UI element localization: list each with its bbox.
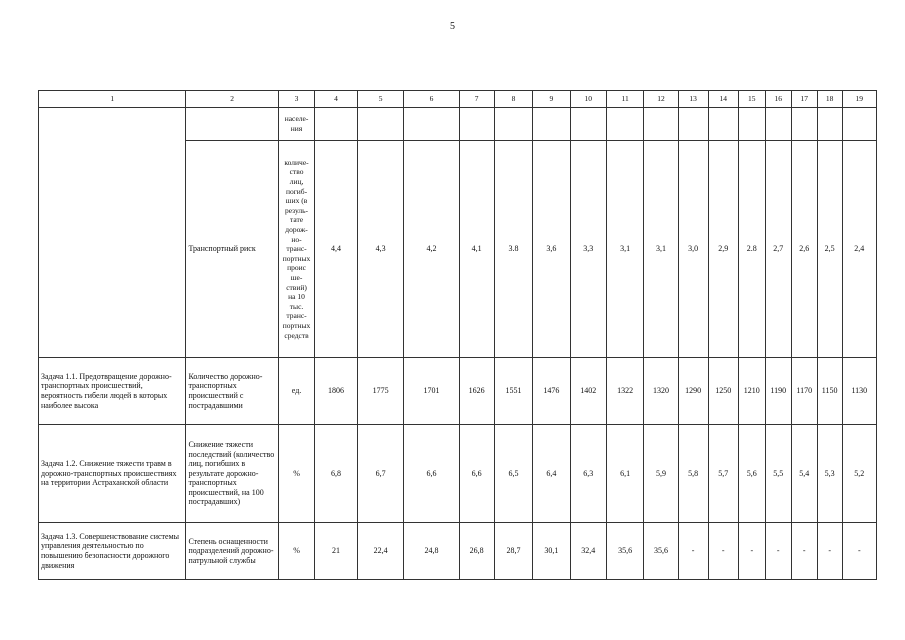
value-cell: 3,0	[678, 141, 708, 358]
value-cell: 1476	[533, 358, 570, 425]
value-cell: 4,2	[404, 141, 459, 358]
value-cell	[817, 108, 842, 141]
value-cell	[606, 108, 643, 141]
value-cell: 2,5	[817, 141, 842, 358]
value-cell	[533, 108, 570, 141]
header-cell: 8	[494, 91, 532, 108]
value-cell: 6,6	[459, 425, 494, 523]
value-cell: 5,2	[842, 425, 876, 523]
header-cell: 16	[765, 91, 791, 108]
unit-cell: количе- ство лиц, погиб- ших (в резуль- тате дорож- но- транс- портных проис ше- ствий) на 10 тыс. транс- портных средств	[278, 141, 314, 358]
value-cell	[357, 108, 404, 141]
header-cell: 11	[606, 91, 643, 108]
header-cell: 2	[186, 91, 278, 108]
unit-cell: ед.	[278, 358, 314, 425]
value-cell: 32,4	[570, 523, 606, 580]
value-cell: 6,5	[494, 425, 532, 523]
header-cell: 14	[708, 91, 738, 108]
value-cell: 6,1	[606, 425, 643, 523]
value-cell: 30,1	[533, 523, 570, 580]
value-cell: 1210	[738, 358, 765, 425]
header-cell: 7	[459, 91, 494, 108]
value-cell: 35,6	[644, 523, 678, 580]
value-cell	[765, 108, 791, 141]
unit-cell: населе- ния	[278, 108, 314, 141]
value-cell: 5,3	[817, 425, 842, 523]
value-cell: 22,4	[357, 523, 404, 580]
table-row	[39, 358, 877, 425]
header-cell: 5	[357, 91, 404, 108]
value-cell: 1320	[644, 358, 678, 425]
page-number: 5	[450, 21, 455, 32]
task-cell: Задача 1.2. Снижение тяжести травм в дорожно-транспортных происшествиях на территории Астраханской области	[39, 425, 186, 523]
value-cell: 3,1	[644, 141, 678, 358]
value-cell: 3.8	[494, 141, 532, 358]
value-cell: 5,6	[738, 425, 765, 523]
value-cell: 1806	[315, 358, 358, 425]
header-cell: 6	[404, 91, 459, 108]
value-cell: 1250	[708, 358, 738, 425]
header-cell: 13	[678, 91, 708, 108]
value-cell: 4,1	[459, 141, 494, 358]
value-cell: 2,9	[708, 141, 738, 358]
value-cell: 6,6	[404, 425, 459, 523]
header-cell: 3	[278, 91, 314, 108]
value-cell: 5,8	[678, 425, 708, 523]
header-cell: 9	[533, 91, 570, 108]
header-cell: 19	[842, 91, 876, 108]
header-cell: 12	[644, 91, 678, 108]
value-cell: 1701	[404, 358, 459, 425]
table-row	[39, 523, 877, 580]
value-cell: 1626	[459, 358, 494, 425]
value-cell: 2,4	[842, 141, 876, 358]
value-cell	[459, 108, 494, 141]
value-cell	[678, 108, 708, 141]
header-row	[39, 91, 877, 108]
task-cell: Задача 1.3. Совершенствование системы управления деятельностью по повышению безопасности дорожного движения	[39, 523, 186, 580]
indicator-table	[38, 90, 877, 580]
value-cell: 21	[315, 523, 358, 580]
value-cell: 5,9	[644, 425, 678, 523]
table-row	[39, 425, 877, 523]
value-cell: -	[817, 523, 842, 580]
value-cell: 2,7	[765, 141, 791, 358]
header-cell: 17	[791, 91, 817, 108]
indicator-cell: Количество дорожно-транспортных происшествий с пострадавшими	[186, 358, 278, 425]
value-cell	[404, 108, 459, 141]
header-cell: 15	[738, 91, 765, 108]
value-cell: 4,4	[315, 141, 358, 358]
indicator-cell	[186, 108, 278, 141]
value-cell: 6,4	[533, 425, 570, 523]
unit-cell: %	[278, 523, 314, 580]
value-cell: -	[678, 523, 708, 580]
task-cell: Задача 1.1. Предотвращение дорожно-транспортных происшествий, вероятность гибели людей в которых наиболее высока	[39, 358, 186, 425]
value-cell: 3,3	[570, 141, 606, 358]
value-cell: 1775	[357, 358, 404, 425]
value-cell: 2.8	[738, 141, 765, 358]
value-cell: 4,3	[357, 141, 404, 358]
task-cell-empty	[39, 108, 186, 358]
value-cell	[708, 108, 738, 141]
value-cell	[738, 108, 765, 141]
header-cell: 4	[315, 91, 358, 108]
value-cell: 6,3	[570, 425, 606, 523]
value-cell: 3,1	[606, 141, 643, 358]
indicator-cell: Снижение тяжести последствий (количество лиц, погибших в результате дорожно-транспортных происшествий, на 100 пострадавших)	[186, 425, 278, 523]
value-cell: 1150	[817, 358, 842, 425]
value-cell	[494, 108, 532, 141]
value-cell: 24,8	[404, 523, 459, 580]
value-cell	[791, 108, 817, 141]
value-cell: 5,7	[708, 425, 738, 523]
value-cell: 28,7	[494, 523, 532, 580]
value-cell: 5,4	[791, 425, 817, 523]
indicator-cell: Степень оснащенности подразделений дорожно-патрульной службы	[186, 523, 278, 580]
value-cell: 6,7	[357, 425, 404, 523]
value-cell: 5,5	[765, 425, 791, 523]
value-cell: 6,8	[315, 425, 358, 523]
value-cell: 1130	[842, 358, 876, 425]
value-cell: 26,8	[459, 523, 494, 580]
value-cell: 1290	[678, 358, 708, 425]
value-cell	[570, 108, 606, 141]
unit-cell: %	[278, 425, 314, 523]
value-cell: 1551	[494, 358, 532, 425]
value-cell	[315, 108, 358, 141]
value-cell: 2,6	[791, 141, 817, 358]
value-cell	[644, 108, 678, 141]
value-cell: -	[708, 523, 738, 580]
value-cell: 1170	[791, 358, 817, 425]
header-cell: 10	[570, 91, 606, 108]
value-cell: -	[765, 523, 791, 580]
header-cell: 1	[39, 91, 186, 108]
value-cell	[842, 108, 876, 141]
indicator-cell: Транспортный риск	[186, 141, 278, 358]
value-cell: -	[842, 523, 876, 580]
value-cell: 35,6	[606, 523, 643, 580]
value-cell: -	[791, 523, 817, 580]
value-cell: 1402	[570, 358, 606, 425]
header-cell: 18	[817, 91, 842, 108]
value-cell: 3,6	[533, 141, 570, 358]
value-cell: 1322	[606, 358, 643, 425]
value-cell: -	[738, 523, 765, 580]
value-cell: 1190	[765, 358, 791, 425]
table-row	[39, 108, 877, 141]
